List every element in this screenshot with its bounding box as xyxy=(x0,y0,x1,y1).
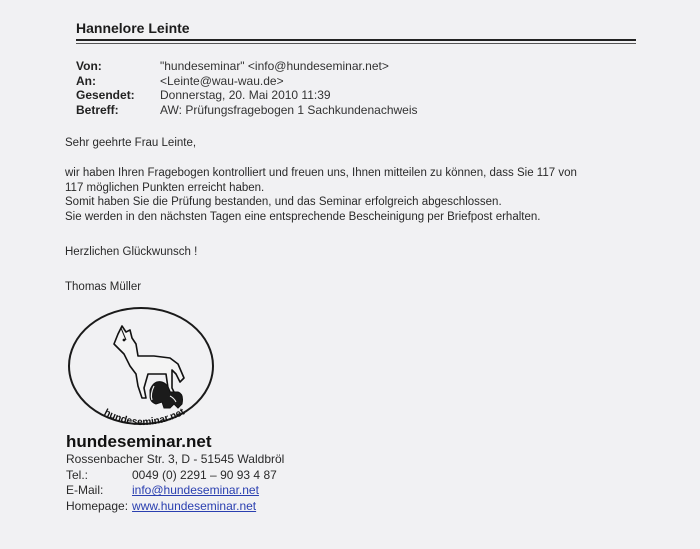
signature-email-link[interactable]: info@hundeseminar.net xyxy=(132,483,259,498)
meta-value: "hundeseminar" <info@hundeseminar.net> xyxy=(160,59,389,73)
meta-row-from xyxy=(76,59,418,74)
meta-row-to xyxy=(76,74,418,89)
meta-row-sent xyxy=(76,88,418,103)
signature-phone-row xyxy=(66,468,284,484)
header-divider xyxy=(76,39,636,41)
dogs-logo-icon xyxy=(66,304,216,436)
meta-key: Gesendet: xyxy=(76,88,135,102)
meta-key: An: xyxy=(76,73,96,88)
signature-address: Rossenbacher Str. 3, D - 51545 Waldbröl xyxy=(66,452,285,466)
congratulations: Herzlichen Glückwunsch ! xyxy=(65,245,198,258)
signature-brand: hundeseminar.net xyxy=(66,432,212,451)
meta-value: <Leinte@wau-wau.de> xyxy=(160,73,284,88)
svg-text:hundeseminar.net xyxy=(102,406,187,428)
sender-name: Hannelore Leinte xyxy=(76,20,190,36)
meta-value: AW: Prüfungsfragebogen 1 Sachkundenachweis xyxy=(160,102,418,117)
meta-value: Donnerstag, 20. Mai 2010 11:39 xyxy=(160,88,331,102)
body-line: Somit haben Sie die Prüfung bestanden, und das Seminar erfolgreich abgeschlossen. xyxy=(65,196,502,209)
signature-email-label: E-Mail: xyxy=(66,483,104,498)
signature-homepage-label: Homepage: xyxy=(66,498,129,513)
greeting: Sehr geehrte Frau Leinte, xyxy=(65,137,197,149)
author-name: Thomas Müller xyxy=(65,280,142,293)
logo-text: hundeseminar.net xyxy=(102,406,187,429)
signature-email-row xyxy=(66,483,284,499)
header-divider-thin xyxy=(76,43,636,44)
signature-phone-value: 0049 (0) 2291 – 90 93 4 87 xyxy=(132,467,277,482)
signature-homepage-link[interactable]: www.hundeseminar.net xyxy=(132,498,257,513)
signature-phone-label: Tel.: xyxy=(66,467,89,482)
meta-key: Betreff: xyxy=(76,102,119,117)
body-line: wir haben Ihren Fragebogen kontrolliert und freuen uns, Ihnen mitteilen zu können, dass Sie 117 von xyxy=(65,166,577,179)
meta-row-subject xyxy=(76,103,418,118)
signature-homepage-row xyxy=(66,499,284,515)
body-line: 117 möglichen Punkten erreicht haben. xyxy=(65,181,265,194)
body-line: Sie werden in den nächsten Tagen eine entsprechende Bescheinigung per Briefpost erhalten. xyxy=(65,211,541,224)
email-signature xyxy=(66,432,284,514)
meta-key: Von: xyxy=(76,59,102,73)
email-meta xyxy=(76,59,418,117)
email-body xyxy=(65,136,675,295)
